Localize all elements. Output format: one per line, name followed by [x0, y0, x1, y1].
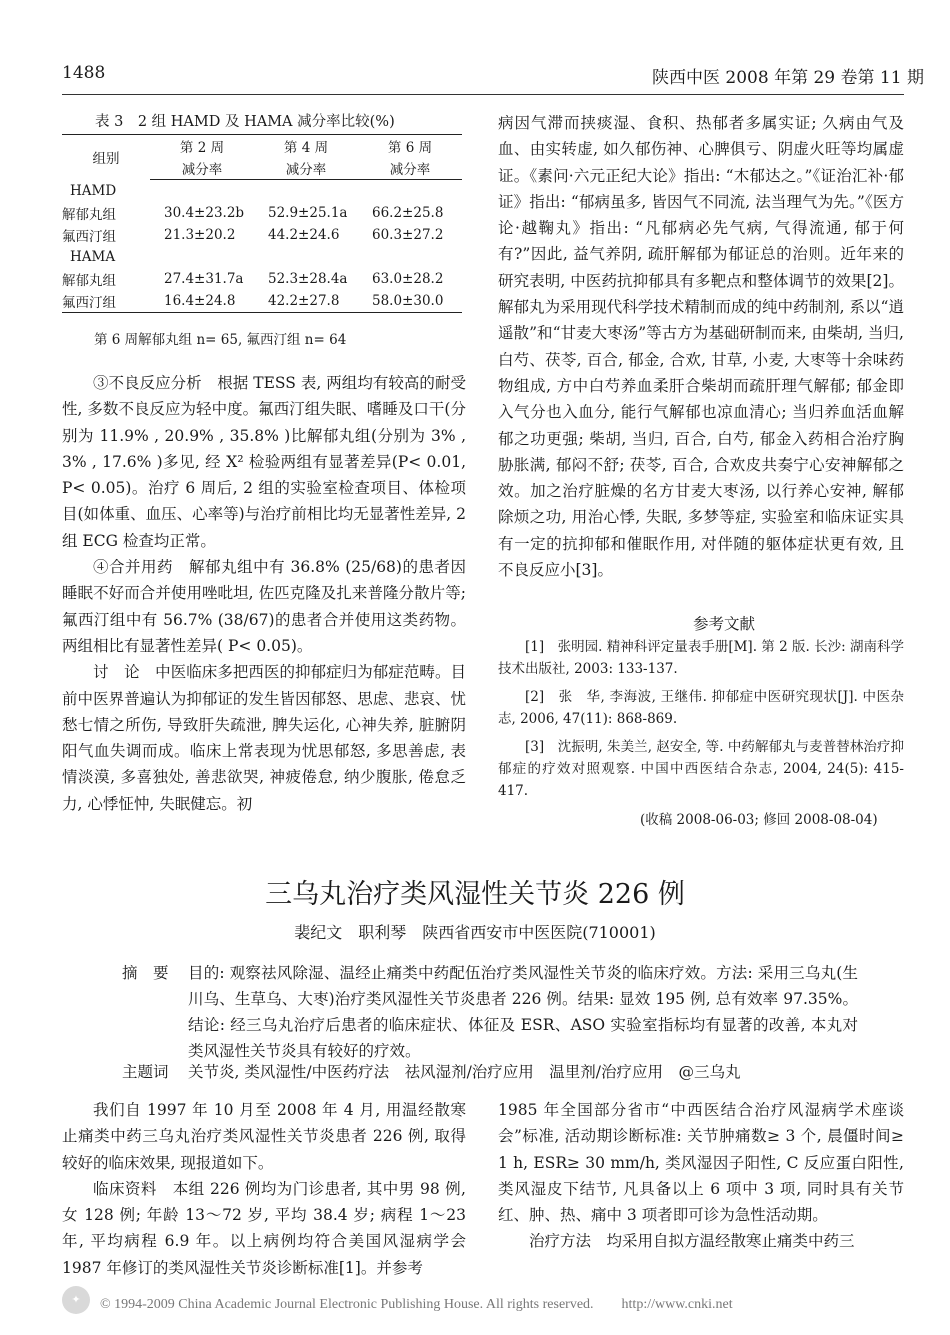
table-cell: 66.2±25.8: [372, 205, 444, 221]
article-abstract: [122, 960, 858, 1064]
article-intro-paragraph: 我们自 1997 年 10 月至 2008 年 4 月, 用温经散寒止痛类中药三乌丸治疗类风湿性关节炎患者 226 例, 取得较好的临床效果, 现报道如下。: [62, 1101, 466, 1172]
table-cell: 21.3±20.2: [164, 227, 236, 243]
page-number: 1488: [62, 63, 106, 83]
adverse-reaction-paragraph: ③不良反应分析 根据 TESS 表, 两组均有较高的耐受性, 多数不良反应为轻中度。氟西汀组失眠、嗜睡及口干(分别为 11.9% , 20.9% , 35.8% )比解郁丸组(分别为 3% , 3% , 17.6% )多见, 经 X² 检验两组有显著差异(P< 0.01, P< 0.05)。治疗 6 周后, 2 组的实验室检查项目、体检项目(如体重、血压、心率等)与治疗前相比均无显著性差异, 2 组 ECG 检查均正常。: [62, 374, 466, 550]
copyright-footer: © 1994-2009 China Academic Journal Electronic Publishing House. All rights reserved. http://www.cnki.net: [100, 1297, 733, 1312]
journal-header: 陕西中医 2008 年第 29 卷第 11 期: [652, 68, 924, 88]
table-cell: 58.0±30.0: [358, 290, 462, 313]
header-rule: [62, 94, 904, 95]
abstract-label: 摘 要: [122, 964, 169, 982]
table-cell: 16.4±24.8: [150, 290, 254, 313]
keywords-label: 主题词: [122, 1063, 169, 1081]
left-column-body: [62, 370, 466, 817]
table-section-label: HAMD: [70, 183, 117, 199]
discussion-continued-paragraph: 病因气滞而挟痰湿、食积、热郁者多属实证; 久病由气及血、由实转虚, 如久郁伤神、心脾俱亏、阴虚火旺等均属虚证。《素问·六元正纪大论》指出: “木郁达之。”《证治汇补·郁证》指出: “郁病虽多, 皆因气不同流, 法当理气为先。”《医方论·越鞠丸》指出: “凡郁病必先气病, 气得流通, 郁于何有?”因此, 益气养阴, 疏肝解郁为郁证总的治则。近年来的研究表明, 中医药抗抑郁具有多靶点和整体调节的效果[2]。解郁丸为采用现代科学技术精制而成的纯中药制剂, 系以“逍遥散”和“甘麦大枣汤”等古方为基础研制而来, 由柴胡, 当归, 白芍、茯苓, 百合, 郁金, 合欢, 甘草, 小麦, 大枣等十余味药物组成, 方中白芍养血柔肝合柴胡而疏肝理气解郁; 郁金即入气分也入血分, 能行气解郁也凉血清心; 当归养血活血解郁之功更强; 柴胡, 当归, 百合, 白芍, 郁金入药相合治疗胸胁胀满, 郁闷不舒; 茯苓, 百合, 合欢皮共奏宁心安神解郁之效。加之治疗脏燥的名方甘麦大枣汤, 以行养心安神, 解郁除烦之功, 用治心悸, 失眠, 多梦等症, 实验室和临床证实具有一定的抗抑郁和催眠作用, 对伴随的躯体症状更有效, 且不良反应小[3]。: [498, 114, 904, 580]
diagnosis-criteria-paragraph: 1985 年全国部分省市“中西医结合治疗风湿病学术座谈会”标准, 活动期诊断标准: 关节肿痛数≥ 3 个, 晨僵时间≥ 1 h, ESR≥ 30 mm/h, 类风湿因子阳性, C 反应蛋白阳性, 类风湿皮下结节, 凡具备以上 6 项中 3 项, 同时具有关节红、肿、热、痛中 3 项者即可诊为急性活动期。: [498, 1101, 904, 1225]
reference-item: [1] 张明园. 精神科评定量表手册[M]. 第 2 版. 长沙: 湖南科学技术出版社, 2003: 133-137.: [498, 639, 904, 677]
table-subheader: 减分率: [150, 157, 254, 180]
table-cell: 63.0±28.2: [372, 271, 444, 287]
article-keywords: [122, 1060, 741, 1082]
abstract-text: 目的: 观察祛风除湿、温经止痛类中药配伍治疗类风湿性关节炎的临床疗效。方法: 采用三乌丸(生川乌、生草乌、大枣)治疗类风湿性关节炎患者 226 例。结果: 显效 195 例, 总有效率 97.35%。结论: 经三乌丸治疗后患者的临床症状、体征及 ESR、ASO 实验室指标均有显著的改善, 本丸对类风湿性关节炎具有较好的疗效。: [188, 964, 858, 1060]
table-header-group: 组别: [62, 135, 150, 180]
treatment-method-paragraph: 治疗方法 均采用自拟方温经散寒止痛类中药三: [529, 1232, 855, 1251]
table-note: 第 6 周解郁丸组 n= 65, 氟西汀组 n= 64: [94, 332, 347, 348]
article-left-column: [62, 1097, 466, 1281]
table-cell-group: 解郁丸组: [62, 273, 116, 289]
table-row: [62, 268, 462, 290]
table-row: [62, 290, 462, 313]
cnki-logo-icon: ✦: [62, 1286, 90, 1314]
right-column-body: [498, 110, 904, 583]
table-header-week: 第 6 周: [358, 135, 462, 158]
table-header-week: 第 2 周: [150, 135, 254, 158]
table-cell: 30.4±23.2b: [164, 205, 245, 221]
table-cell: 52.9±25.1a: [268, 205, 348, 221]
references-heading: 参考文献: [693, 615, 756, 633]
received-date: (收稿 2008-06-03; 修回 2008-08-04): [640, 812, 878, 828]
table-cell: 27.4±31.7a: [164, 271, 244, 287]
table-cell-group: 氟西汀组: [62, 290, 150, 313]
keywords-text: 关节炎, 类风湿性/中医药疗法 祛风湿剂/治疗应用 温里剂/治疗应用 @三乌丸: [188, 1063, 741, 1081]
clinical-data-paragraph: 临床资料 本组 226 例均为门诊患者, 其中男 98 例, 女 128 例; 年龄 13～72 岁, 平均 38.4 岁; 病程 1～23 年, 平均病程 6.9 年。以上病例均符合美国风湿病学会 1987 年修订的类风湿性关节炎诊断标准[1]。并参考: [62, 1179, 466, 1277]
table-row: [62, 202, 462, 224]
reference-item: [3] 沈振明, 朱美兰, 赵安全, 等. 中药解郁丸与麦普替林治疗抑郁症的疗效对照观察. 中国中西医结合杂志, 2004, 24(5): 415-417.: [498, 739, 904, 799]
table-section-label: HAMA: [70, 249, 116, 265]
article-title: 三乌丸治疗类风湿性关节炎 226 例: [265, 879, 685, 910]
table-cell-group: 氟西汀组: [62, 229, 116, 245]
results-table: [62, 134, 462, 313]
table-cell: 44.2±24.6: [268, 227, 340, 243]
table-subheader: 减分率: [254, 157, 358, 180]
table-header-week: 第 4 周: [254, 135, 358, 158]
references-list: [498, 636, 904, 808]
table-cell: 52.3±28.4a: [268, 271, 348, 287]
discussion-paragraph: 讨 论 中医临床多把西医的抑郁症归为郁症范畴。目前中医界普遍认为抑郁证的发生皆因郁怒、思虑、悲哀、忧愁七情之所伤, 导致肝失疏泄, 脾失运化, 心神失养, 脏腑阴阳气血失调而成。临床上常表现为忧思郁怒, 多思善虑, 表情淡漠, 多喜独处, 善悲欲哭, 神疲倦怠, 纳少腹胀, 倦怠乏力, 心悸怔忡, 失眠健忘。初: [62, 663, 466, 813]
table-cell: 42.2±27.8: [254, 290, 358, 313]
table-row: [62, 224, 462, 246]
article-authors: 裴纪文 职利琴 陕西省西安市中医医院(710001): [294, 923, 656, 942]
table-subheader: 减分率: [358, 157, 462, 180]
combined-medication-paragraph: ④合并用药 解郁丸组中有 36.8% (25/68)的患者因睡眠不好而合并使用唑吡坦, 佐匹克隆及扎来普隆分散片等; 氟西汀组中有 56.7% (38/67)的患者合并使用这类药物。两组相比有显著性差异( P< 0.05)。: [62, 558, 466, 655]
table-cell: 60.3±27.2: [372, 227, 444, 243]
article-right-column: [498, 1097, 904, 1255]
table-cell-group: 解郁丸组: [62, 207, 116, 223]
table-caption: 表 3 2 组 HAMD 及 HAMA 减分率比较(%): [95, 114, 395, 130]
reference-item: [2] 张 华, 李海波, 王继伟. 抑郁症中医研究现状[J]. 中医杂志, 2006, 47(11): 868-869.: [498, 689, 904, 727]
